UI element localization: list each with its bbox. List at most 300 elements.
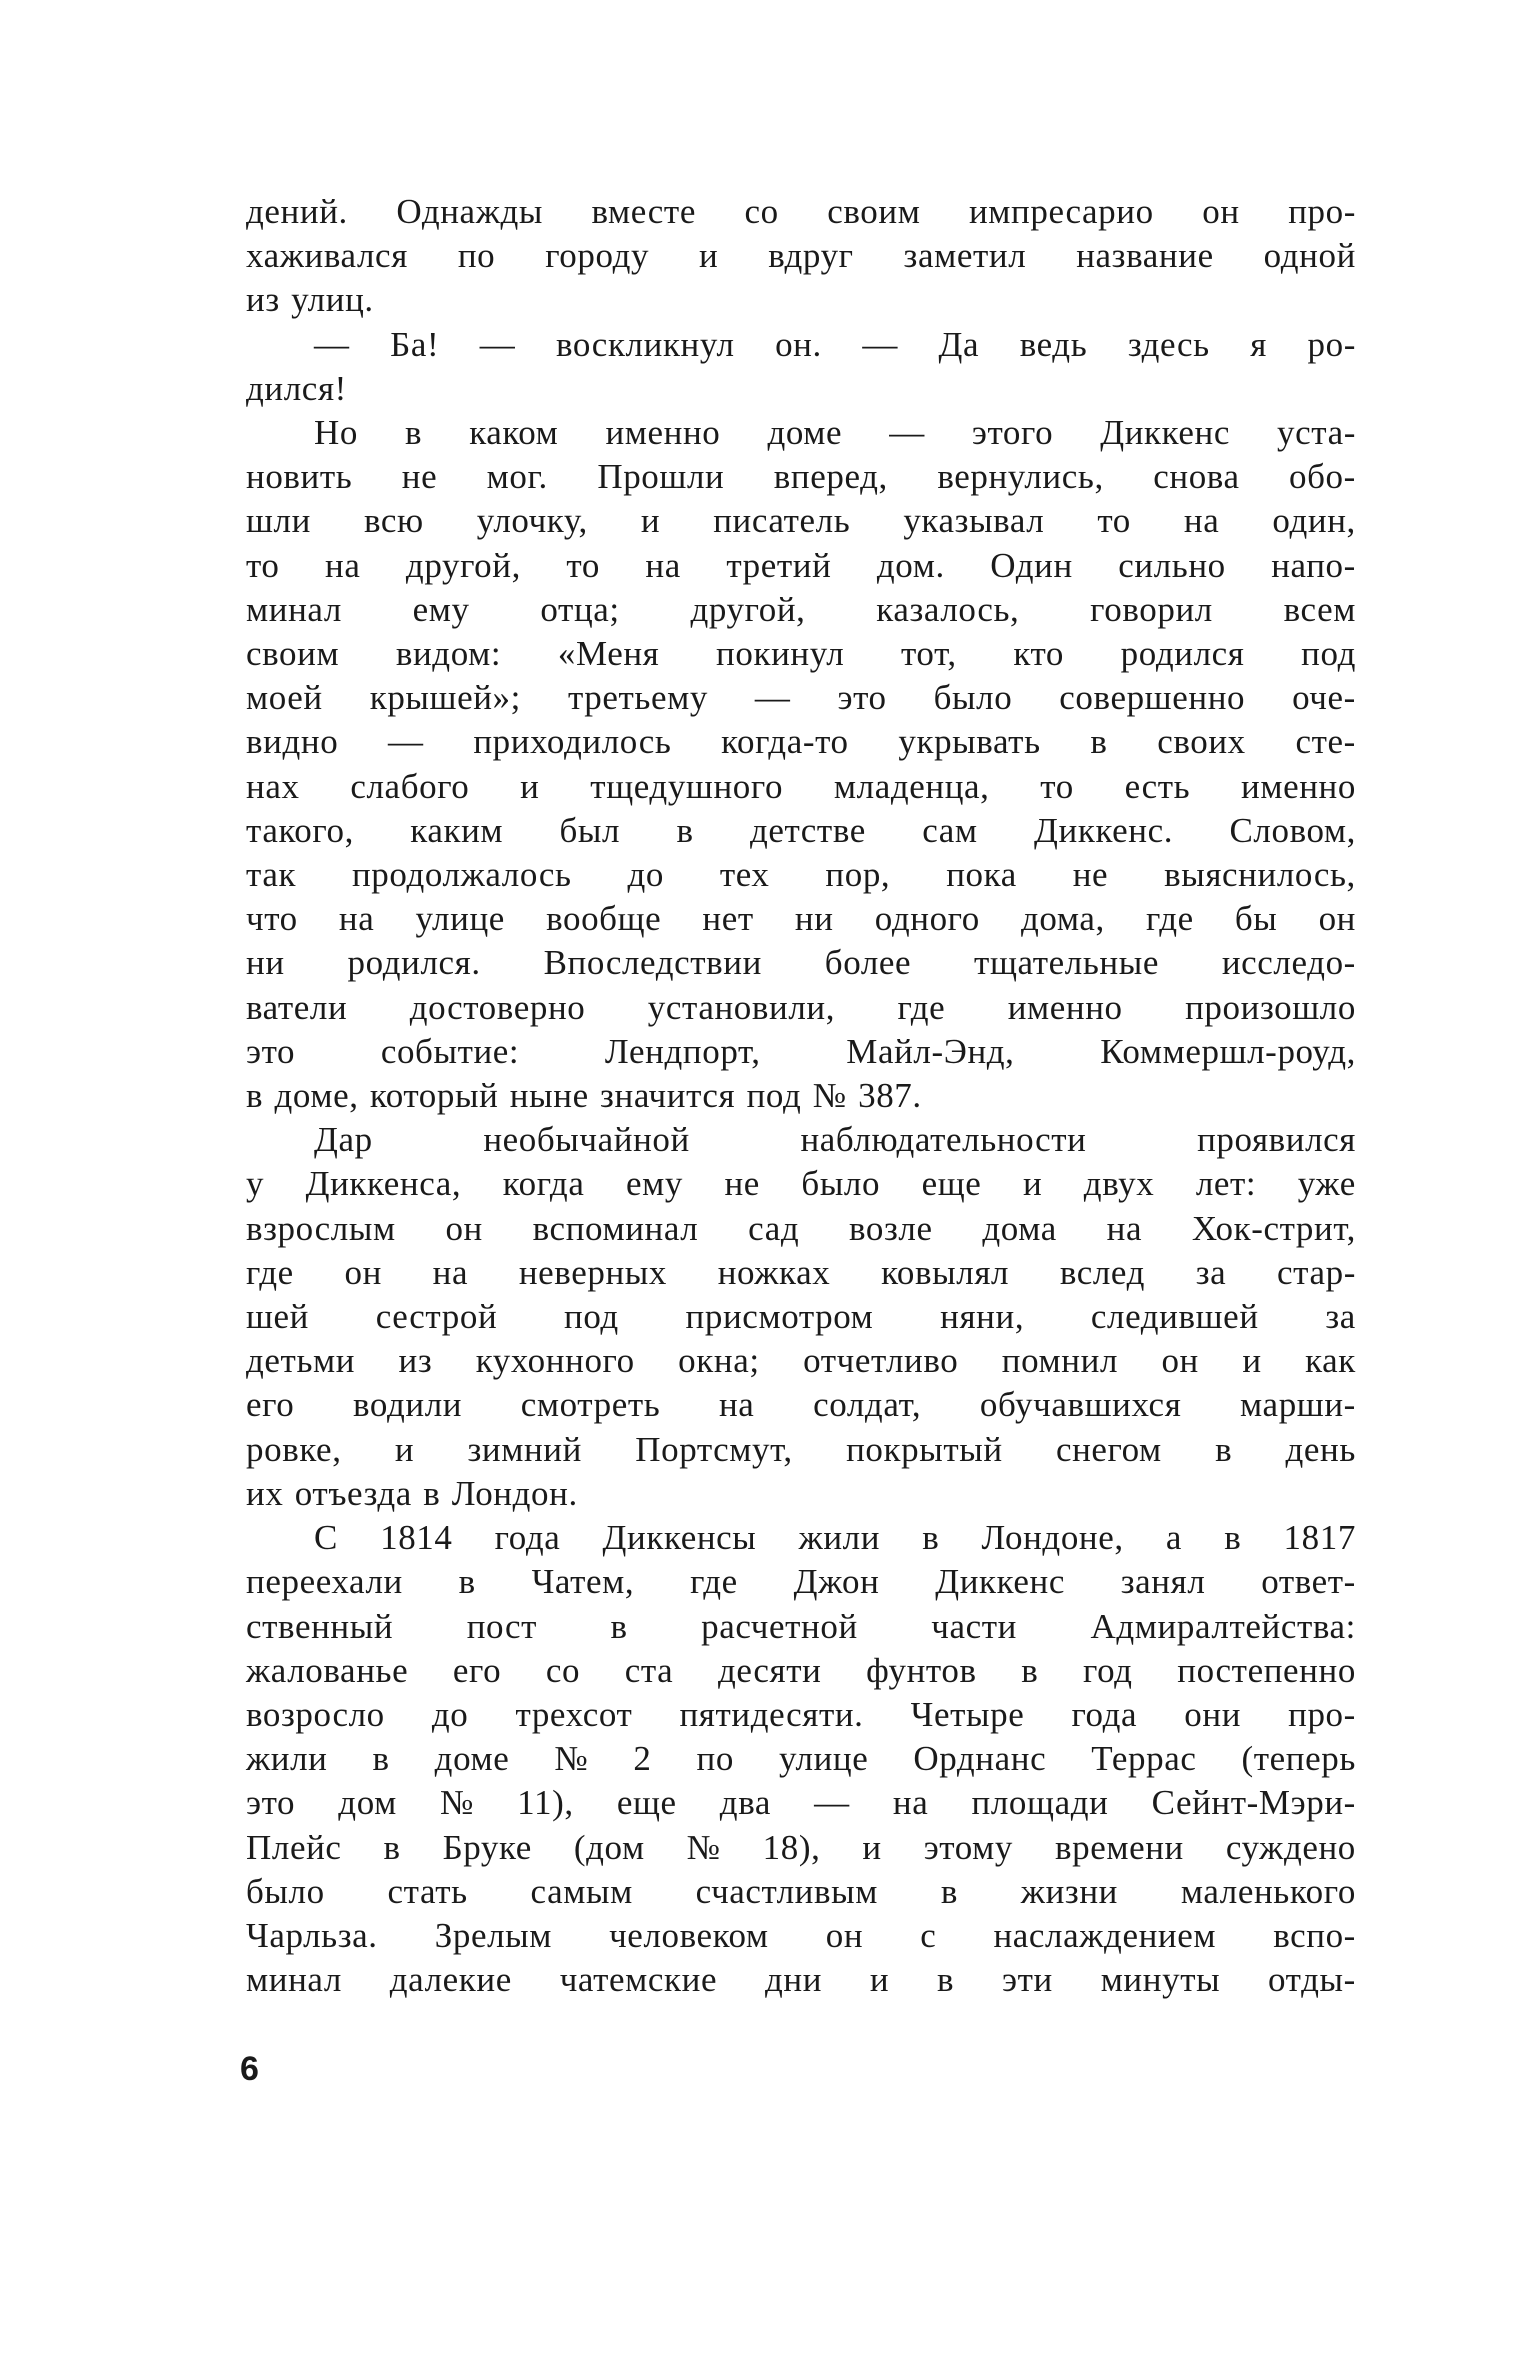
word: занял bbox=[1120, 1562, 1206, 1602]
word: про- bbox=[1288, 192, 1356, 231]
word: минал bbox=[246, 1960, 342, 2000]
word: ни bbox=[794, 899, 834, 939]
word: сестрой bbox=[375, 1297, 498, 1337]
word: проявился bbox=[1197, 1120, 1356, 1160]
word: минуты bbox=[1100, 1960, 1221, 2000]
text-line bbox=[246, 1118, 1356, 1162]
word: а bbox=[1165, 1518, 1183, 1558]
word: в bbox=[405, 413, 423, 453]
word: казалось, bbox=[876, 589, 1020, 629]
word: в bbox=[1215, 1429, 1233, 1469]
text-line: в доме, который ныне значится под № 387. bbox=[246, 1076, 922, 1116]
word: это bbox=[246, 1031, 296, 1071]
text-line bbox=[246, 544, 1356, 588]
word: Хок-стрит, bbox=[1191, 1208, 1356, 1248]
word: в bbox=[383, 1827, 401, 1867]
word: где bbox=[690, 1562, 738, 1602]
word: уже bbox=[1297, 1164, 1356, 1204]
word: на bbox=[718, 1385, 755, 1425]
word: это bbox=[837, 678, 887, 718]
text-line bbox=[246, 1737, 1356, 1781]
text-line bbox=[246, 1870, 1356, 1914]
word: про- bbox=[1288, 1694, 1356, 1734]
word: одного bbox=[874, 899, 980, 939]
word: Чарльза. bbox=[246, 1915, 378, 1955]
word: на bbox=[892, 1783, 929, 1823]
word: на bbox=[645, 545, 681, 585]
word: жизни bbox=[1020, 1871, 1118, 1911]
word: и bbox=[520, 766, 540, 806]
word: где bbox=[246, 1252, 294, 1292]
word: достоверно bbox=[409, 987, 586, 1027]
word: этому bbox=[923, 1827, 1014, 1867]
word: чатемские bbox=[559, 1960, 718, 2000]
text-line bbox=[246, 234, 1356, 278]
word: № bbox=[686, 1827, 721, 1867]
word: — bbox=[814, 1783, 850, 1823]
word: 1814 bbox=[380, 1518, 453, 1558]
word: детстве bbox=[749, 810, 866, 850]
text-line bbox=[246, 1162, 1356, 1206]
text-line: их отъезда в Лондон. bbox=[246, 1473, 578, 1513]
word: именно bbox=[1007, 987, 1123, 1027]
word: два bbox=[719, 1783, 772, 1823]
word: — bbox=[754, 678, 791, 718]
word: (дом bbox=[573, 1827, 645, 1867]
word: в bbox=[1224, 1518, 1242, 1558]
word: событие: bbox=[380, 1031, 520, 1071]
word: так bbox=[246, 855, 297, 895]
word: всем bbox=[1283, 589, 1356, 629]
word: со bbox=[744, 192, 779, 231]
word: 1817 bbox=[1283, 1518, 1356, 1558]
text-line bbox=[246, 411, 1356, 455]
word: своим bbox=[827, 192, 921, 231]
word: дом bbox=[338, 1783, 397, 1823]
word: Лондоне, bbox=[981, 1518, 1124, 1558]
word: у bbox=[246, 1164, 265, 1204]
word: выяснилось, bbox=[1164, 855, 1356, 895]
word: и bbox=[394, 1429, 415, 1469]
word: стар- bbox=[1277, 1252, 1356, 1292]
word: в bbox=[458, 1562, 476, 1602]
word: наслаждением bbox=[993, 1915, 1217, 1955]
word: как bbox=[1305, 1341, 1356, 1381]
word: — bbox=[388, 722, 424, 762]
word: тщательные bbox=[974, 943, 1159, 983]
word: отчетливо bbox=[803, 1341, 959, 1381]
word: Сейнт-Мэри- bbox=[1151, 1783, 1356, 1823]
word: вспоминал bbox=[532, 1208, 699, 1248]
text-line bbox=[246, 1516, 1356, 1560]
word: оче- bbox=[1292, 678, 1356, 718]
word: родился. bbox=[347, 943, 481, 983]
word: пост bbox=[466, 1606, 538, 1646]
word: вспо- bbox=[1273, 1915, 1356, 1955]
word: из bbox=[398, 1341, 433, 1381]
word: городу bbox=[545, 236, 650, 276]
word: моей bbox=[246, 678, 323, 718]
word: это bbox=[246, 1783, 296, 1823]
word: он bbox=[344, 1252, 382, 1292]
word: на bbox=[432, 1252, 469, 1292]
word: вернулись, bbox=[937, 457, 1104, 497]
word: улице bbox=[415, 899, 505, 939]
word: сад bbox=[748, 1208, 800, 1248]
word: приходилось bbox=[473, 722, 672, 762]
word: помнил bbox=[1001, 1341, 1119, 1381]
word: 11), bbox=[517, 1783, 574, 1823]
word: Диккенс bbox=[935, 1562, 1065, 1602]
word: обо- bbox=[1289, 457, 1356, 497]
word: день bbox=[1285, 1429, 1356, 1469]
word: в bbox=[922, 1518, 940, 1558]
word: этого bbox=[971, 413, 1054, 453]
word: Лендпорт, bbox=[604, 1031, 761, 1071]
word: в bbox=[372, 1739, 390, 1779]
word: взрослым bbox=[246, 1208, 396, 1248]
text-line bbox=[246, 720, 1356, 764]
word: дома bbox=[982, 1208, 1057, 1248]
word: маленького bbox=[1180, 1871, 1356, 1911]
word: вперед, bbox=[773, 457, 888, 497]
word: нет bbox=[702, 899, 754, 939]
word: водили bbox=[352, 1385, 463, 1425]
word: покрытый bbox=[846, 1429, 1003, 1469]
word: Да bbox=[938, 324, 980, 364]
word: Майл-Энд, bbox=[846, 1031, 1015, 1071]
text-line bbox=[246, 1605, 1356, 1649]
text-line bbox=[246, 632, 1356, 676]
word: год bbox=[1083, 1650, 1133, 1690]
word: продолжалось bbox=[351, 855, 572, 895]
word: детьми bbox=[246, 1341, 356, 1381]
word: необычайной bbox=[483, 1120, 690, 1160]
text-line bbox=[246, 941, 1356, 985]
word: то bbox=[1040, 766, 1074, 806]
word: доме bbox=[434, 1739, 510, 1779]
word: стать bbox=[387, 1871, 468, 1911]
word: на bbox=[325, 545, 361, 585]
word: дома, bbox=[1021, 899, 1105, 939]
word: вообще bbox=[546, 899, 662, 939]
word: произошло bbox=[1185, 987, 1356, 1027]
text-line bbox=[246, 1826, 1356, 1870]
body-text bbox=[246, 190, 1356, 2002]
word: времени bbox=[1054, 1827, 1184, 1867]
word: сильно bbox=[1118, 545, 1226, 585]
word: Плейс bbox=[246, 1827, 342, 1867]
word: одной bbox=[1263, 236, 1356, 276]
word: то bbox=[566, 545, 600, 585]
word: отца; bbox=[540, 589, 620, 629]
word: по bbox=[696, 1739, 734, 1779]
word: установили, bbox=[647, 987, 836, 1027]
word: дни bbox=[764, 1960, 823, 2000]
text-line bbox=[246, 1560, 1356, 1604]
word: Диккенса, bbox=[305, 1164, 462, 1204]
text-line bbox=[246, 765, 1356, 809]
word: неверных bbox=[518, 1252, 667, 1292]
text-line bbox=[246, 1207, 1356, 1251]
word: улочку, bbox=[476, 501, 588, 541]
text-paragraph bbox=[246, 190, 1356, 2002]
word: отды- bbox=[1268, 1960, 1356, 2000]
word: под bbox=[564, 1297, 619, 1337]
word: и bbox=[1022, 1164, 1043, 1204]
word: Словом, bbox=[1229, 810, 1356, 850]
word: своим bbox=[246, 634, 340, 674]
word: он bbox=[1161, 1341, 1199, 1381]
word: пятидесяти. bbox=[679, 1694, 864, 1734]
word: новить bbox=[246, 457, 353, 497]
word: его bbox=[246, 1385, 295, 1425]
word: десяти bbox=[717, 1650, 822, 1690]
text-line bbox=[246, 897, 1356, 941]
word: на bbox=[1183, 501, 1220, 541]
word: года bbox=[1071, 1694, 1138, 1734]
word: площади bbox=[971, 1783, 1109, 1823]
word: ведь bbox=[1019, 324, 1088, 364]
word: Джон bbox=[793, 1562, 880, 1602]
word: что bbox=[246, 899, 298, 939]
word: Портсмут, bbox=[635, 1429, 793, 1469]
page-number: 6 bbox=[240, 2050, 259, 2088]
text-line bbox=[246, 1693, 1356, 1737]
word: Диккенсы bbox=[602, 1518, 757, 1558]
word: и bbox=[699, 236, 719, 276]
text-line: дился! bbox=[246, 368, 347, 408]
word: и bbox=[869, 1960, 890, 2000]
word: Диккенс bbox=[1100, 413, 1230, 453]
word: № bbox=[554, 1739, 589, 1779]
word: далекие bbox=[389, 1960, 512, 2000]
word: до bbox=[627, 855, 664, 895]
word: лет: bbox=[1195, 1164, 1257, 1204]
word: переехали bbox=[246, 1562, 403, 1602]
word: снегом bbox=[1055, 1429, 1162, 1469]
word: кто bbox=[1013, 634, 1065, 674]
word: вместе bbox=[591, 192, 696, 231]
word: где bbox=[1145, 899, 1194, 939]
word: ковылял bbox=[881, 1252, 1010, 1292]
word: части bbox=[931, 1606, 1017, 1646]
word: Чатем, bbox=[531, 1562, 635, 1602]
text-line bbox=[246, 676, 1356, 720]
word: доме bbox=[767, 413, 843, 453]
word: именно bbox=[1241, 766, 1356, 806]
word: няни, bbox=[940, 1297, 1025, 1337]
word: самым bbox=[530, 1871, 633, 1911]
text-line bbox=[246, 1781, 1356, 1825]
word: на bbox=[338, 899, 375, 939]
text-line bbox=[246, 1030, 1356, 1074]
word: возле bbox=[849, 1208, 933, 1248]
word: более bbox=[824, 943, 912, 983]
word: в bbox=[676, 810, 694, 850]
word: 18), bbox=[762, 1827, 821, 1867]
word: за bbox=[1325, 1297, 1356, 1337]
word: года bbox=[494, 1518, 561, 1558]
word: возросло bbox=[246, 1694, 385, 1734]
word: (теперь bbox=[1241, 1739, 1356, 1779]
word: счастливым bbox=[695, 1871, 878, 1911]
word: его bbox=[452, 1650, 502, 1690]
word: смотреть bbox=[520, 1385, 661, 1425]
word: то bbox=[1097, 501, 1131, 541]
word: было bbox=[933, 678, 1013, 718]
word: был bbox=[559, 810, 621, 850]
word: Ба! bbox=[390, 324, 440, 364]
word: — bbox=[314, 324, 350, 364]
word: Один bbox=[990, 545, 1073, 585]
word: жалованье bbox=[246, 1650, 409, 1690]
word: сам bbox=[922, 810, 978, 850]
word: Дар bbox=[314, 1120, 373, 1160]
word: и bbox=[640, 501, 661, 541]
word: в bbox=[937, 1960, 955, 2000]
word: обучавшихся bbox=[979, 1385, 1182, 1425]
word: именно bbox=[605, 413, 721, 453]
word: двух bbox=[1083, 1164, 1155, 1204]
word: Террас bbox=[1091, 1739, 1197, 1779]
word: окна; bbox=[678, 1341, 760, 1381]
word: не bbox=[724, 1164, 760, 1204]
text-line bbox=[246, 455, 1356, 499]
word: ему bbox=[625, 1164, 683, 1204]
word: ственный bbox=[246, 1606, 394, 1646]
word: где bbox=[897, 987, 946, 1027]
word: воскликнул bbox=[555, 324, 735, 364]
word: суждено bbox=[1225, 1827, 1356, 1867]
word: указывал bbox=[903, 501, 1045, 541]
text-line bbox=[246, 809, 1356, 853]
word: ни bbox=[246, 943, 285, 983]
word: исследо- bbox=[1221, 943, 1356, 983]
word: ему bbox=[412, 589, 470, 629]
word: он bbox=[825, 1915, 864, 1955]
word: и bbox=[1242, 1341, 1262, 1381]
text-line bbox=[246, 1339, 1356, 1383]
word: снова bbox=[1153, 457, 1240, 497]
word: крышей»; bbox=[369, 678, 521, 718]
word: шли bbox=[246, 501, 311, 541]
word: другой, bbox=[690, 589, 806, 629]
word: «Меня bbox=[557, 634, 660, 674]
word: он. bbox=[775, 324, 822, 364]
text-line: из улиц. bbox=[246, 280, 374, 320]
text-line bbox=[246, 190, 1356, 234]
word: говорил bbox=[1090, 589, 1213, 629]
word: другой, bbox=[405, 545, 521, 585]
word: ровке, bbox=[246, 1429, 342, 1469]
word: С bbox=[314, 1518, 338, 1558]
word: тщедушного bbox=[590, 766, 784, 806]
word: такого, bbox=[246, 810, 354, 850]
word: в bbox=[1090, 722, 1108, 762]
word: родился bbox=[1120, 634, 1245, 674]
word: ватели bbox=[246, 987, 348, 1027]
word: с bbox=[920, 1915, 937, 1955]
word: он bbox=[1318, 899, 1356, 939]
word: марши- bbox=[1240, 1385, 1356, 1425]
text-line bbox=[246, 1958, 1356, 2002]
word: Диккенс. bbox=[1034, 810, 1174, 850]
word: человеком bbox=[609, 1915, 769, 1955]
word: ножках bbox=[717, 1252, 831, 1292]
word: еще bbox=[616, 1783, 677, 1823]
word: дений. bbox=[246, 192, 348, 231]
word: каким bbox=[410, 810, 504, 850]
text-line bbox=[246, 986, 1356, 1030]
word: жили bbox=[246, 1739, 328, 1779]
word: было bbox=[246, 1871, 325, 1911]
word: ро- bbox=[1307, 324, 1356, 364]
word: один, bbox=[1272, 501, 1356, 541]
word: расчетной bbox=[701, 1606, 858, 1646]
text-line bbox=[246, 853, 1356, 897]
word: в bbox=[1021, 1650, 1039, 1690]
word: Адмиралтейства: bbox=[1090, 1606, 1356, 1646]
word: бы bbox=[1234, 899, 1278, 939]
word: укрывать bbox=[898, 722, 1041, 762]
word: — bbox=[862, 324, 898, 364]
text-line bbox=[246, 1914, 1356, 1958]
word: тот, bbox=[901, 634, 957, 674]
word: совершенно bbox=[1059, 678, 1246, 718]
word: каком bbox=[469, 413, 559, 453]
word: минал bbox=[246, 589, 342, 629]
text-line bbox=[246, 1383, 1356, 1427]
word: пока bbox=[946, 855, 1017, 895]
word: — bbox=[479, 324, 516, 364]
word: вслед bbox=[1059, 1252, 1146, 1292]
word: Но bbox=[314, 413, 358, 453]
word: фунтов bbox=[866, 1650, 977, 1690]
word: хаживался bbox=[246, 236, 408, 276]
word: Бруке bbox=[442, 1827, 532, 1867]
text-line bbox=[246, 1295, 1356, 1339]
text-line bbox=[246, 323, 1356, 367]
word: в bbox=[940, 1871, 958, 1911]
word: кухонного bbox=[475, 1341, 635, 1381]
word: третьему bbox=[567, 678, 708, 718]
word: 2 bbox=[633, 1739, 652, 1779]
word: постепенно bbox=[1177, 1650, 1356, 1690]
word: своих bbox=[1157, 722, 1246, 762]
word: следившей bbox=[1090, 1297, 1259, 1337]
word: и bbox=[862, 1827, 882, 1867]
text-line bbox=[246, 499, 1356, 543]
word: № bbox=[440, 1783, 475, 1823]
word: улице bbox=[778, 1739, 869, 1779]
word: по bbox=[457, 236, 496, 276]
word: дом. bbox=[876, 545, 945, 585]
word: он bbox=[445, 1208, 483, 1248]
word: Коммершл-роуд, bbox=[1100, 1031, 1356, 1071]
word: они bbox=[1184, 1694, 1242, 1734]
word: Прошли bbox=[597, 457, 725, 497]
word: за bbox=[1195, 1252, 1227, 1292]
word: когда bbox=[502, 1164, 585, 1204]
word: напо- bbox=[1271, 545, 1356, 585]
text-line bbox=[246, 1649, 1356, 1693]
word: — bbox=[889, 413, 925, 453]
word: писатель bbox=[713, 501, 851, 541]
word: название bbox=[1076, 236, 1214, 276]
word: до bbox=[431, 1694, 469, 1734]
word: ответ- bbox=[1261, 1562, 1356, 1602]
